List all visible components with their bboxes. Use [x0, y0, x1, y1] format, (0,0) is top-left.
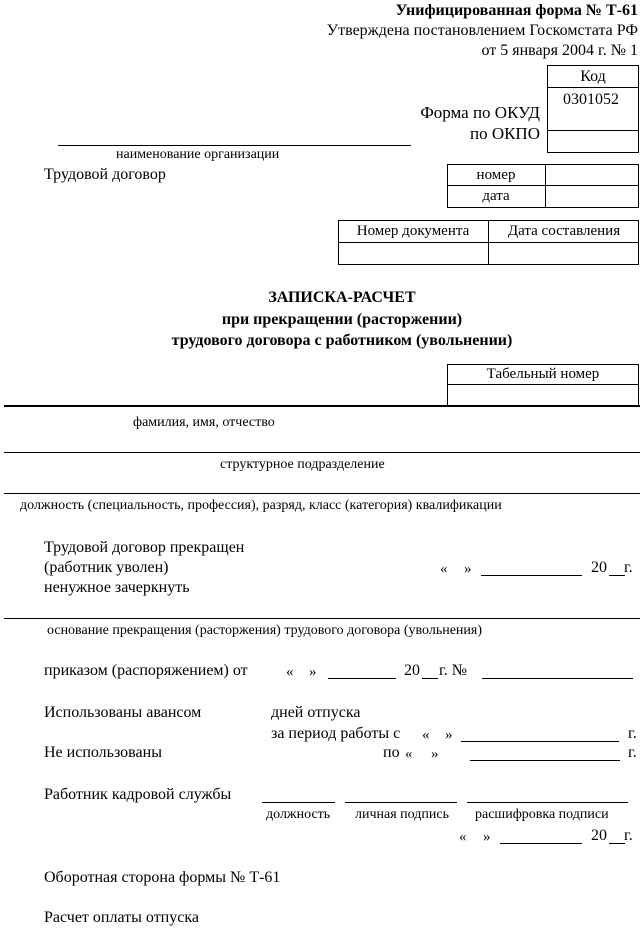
vacation-from-field[interactable]	[461, 741, 619, 742]
termination-date-close: »	[464, 561, 472, 577]
hr-signature-caption: личная подпись	[355, 807, 449, 822]
document-number-field[interactable]	[339, 243, 488, 264]
vacation-to-open: «	[405, 746, 413, 762]
termination-line-1: Трудовой договор прекращен	[44, 539, 245, 556]
approval-line-2: от 5 января 2004 г. № 1	[481, 42, 638, 59]
order-date-close: »	[309, 664, 317, 680]
organization-caption: наименование организации	[116, 147, 280, 162]
code-header: Код	[580, 68, 606, 85]
termination-year-prefix: 20	[591, 559, 607, 576]
document-date-field[interactable]	[489, 243, 638, 264]
fio-line[interactable]	[4, 405, 640, 407]
code-divider-2	[547, 130, 639, 131]
vacation-to-field[interactable]	[470, 760, 620, 761]
order-year-suffix: г. №	[439, 662, 468, 679]
hr-decode-field[interactable]	[467, 802, 628, 803]
vacation-to-close: »	[431, 746, 439, 762]
hr-position-caption: должность	[266, 807, 331, 822]
fio-caption: фамилия, имя, отчество	[133, 415, 275, 430]
vacation-days-label: дней отпуска	[271, 704, 361, 721]
order-year-field[interactable]	[422, 678, 438, 679]
hr-date-open: «	[459, 829, 467, 845]
calc-title: Расчет оплаты отпуска	[44, 909, 199, 926]
vacation-from-close: »	[445, 727, 453, 743]
hr-month-field[interactable]	[500, 843, 582, 844]
termination-year-suffix: г.	[624, 559, 633, 576]
form-title: Унифицированная форма № Т-61	[395, 2, 638, 19]
dept-line[interactable]	[4, 452, 640, 453]
document-number-header: Номер документа	[356, 223, 470, 239]
order-year-prefix: 20	[404, 662, 420, 679]
vacation-from-year-suffix: г.	[628, 725, 637, 742]
basis-caption: основание прекращения (расторжения) трудового договора (увольнения)	[47, 623, 482, 638]
organization-line[interactable]	[58, 145, 411, 146]
vacation-period-from: за период работы с	[271, 725, 401, 742]
hr-date-close: »	[483, 829, 491, 845]
position-caption: должность (специальность, профессия), разряд, класс (категория) квалификации	[20, 498, 502, 513]
termination-year-field[interactable]	[609, 575, 625, 576]
hr-year-prefix: 20	[591, 827, 607, 844]
tabel-field[interactable]	[448, 385, 638, 405]
position-line[interactable]	[4, 493, 640, 494]
hr-year-suffix: г.	[624, 827, 633, 844]
order-date-open: «	[286, 664, 294, 680]
okud-value[interactable]: 0301052	[563, 91, 619, 108]
vacation-from-open: «	[422, 727, 430, 743]
termination-month-field[interactable]	[481, 575, 582, 576]
hr-year-field[interactable]	[609, 843, 625, 844]
termination-date-open: «	[440, 561, 448, 577]
document-date-header: Дата составления	[507, 223, 621, 239]
hr-signature-field[interactable]	[345, 802, 457, 803]
doc-subtitle-2: трудового договора с работником (увольнении)	[171, 332, 513, 349]
contract-number-label: номер	[476, 166, 516, 183]
okpo-label: по ОКПО	[469, 124, 540, 143]
contract-date-field[interactable]	[546, 186, 638, 207]
order-label: приказом (распоряжением) от	[44, 662, 248, 679]
contract-date-label: дата	[482, 188, 510, 204]
dept-caption: структурное подразделение	[220, 457, 385, 472]
hr-position-field[interactable]	[262, 802, 335, 803]
contract-label: Трудовой договор	[44, 166, 166, 183]
vacation-not-used-label: Не использованы	[44, 744, 162, 761]
doc-title: ЗАПИСКА-РАСЧЕТ	[268, 289, 416, 306]
approval-line-1: Утверждена постановлением Госкомстата РФ	[326, 22, 638, 39]
order-number-field[interactable]	[482, 678, 633, 679]
termination-line-2: (работник уволен)	[44, 559, 169, 576]
hr-decode-caption: расшифровка подписи	[475, 807, 609, 822]
hr-label: Работник кадровой службы	[44, 786, 232, 803]
tabel-header: Табельный номер	[486, 366, 600, 382]
vacation-to-year-suffix: г.	[628, 744, 637, 761]
doc-subtitle-1: при прекращении (расторжении)	[221, 311, 463, 328]
termination-line-3: ненужное зачеркнуть	[44, 579, 190, 596]
okud-label: Форма по ОКУД	[420, 103, 540, 122]
vacation-used-label: Использованы авансом	[44, 704, 202, 721]
vacation-period-to: по	[383, 744, 400, 761]
basis-line[interactable]	[4, 618, 640, 619]
contract-number-field[interactable]	[546, 165, 638, 185]
reverse-title: Оборотная сторона формы № Т-61	[44, 869, 281, 886]
order-month-field[interactable]	[328, 678, 396, 679]
